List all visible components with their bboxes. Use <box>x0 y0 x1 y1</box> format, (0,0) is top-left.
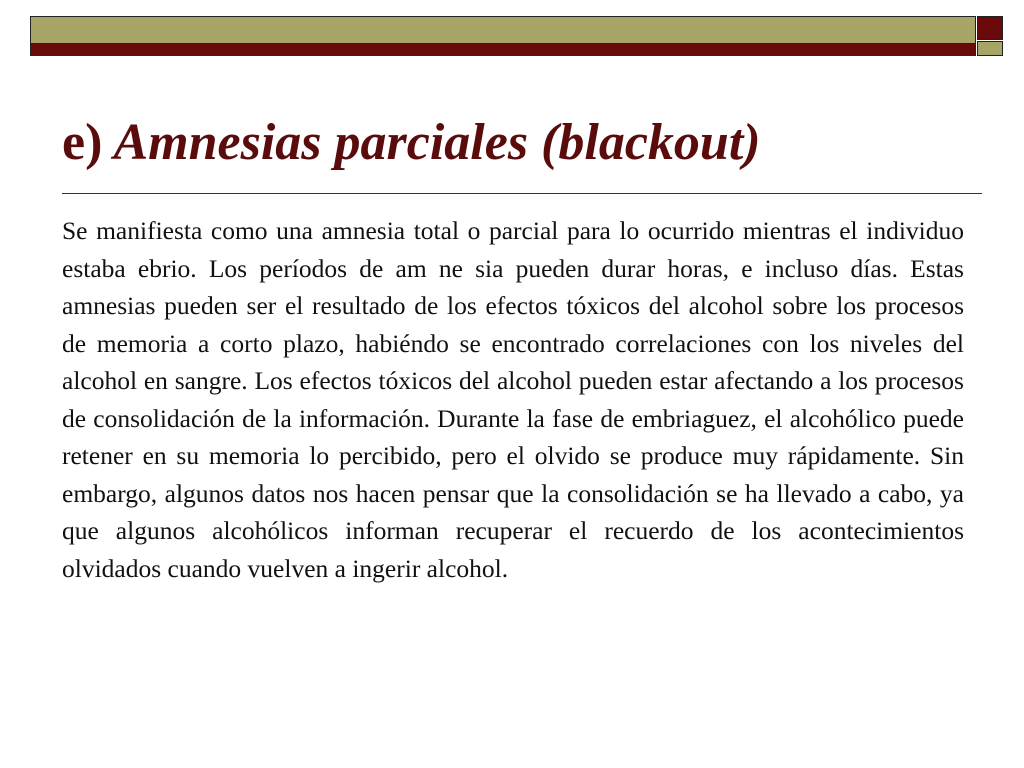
header-corner-squares <box>977 16 1004 56</box>
corner-square-maroon <box>977 16 1003 40</box>
slide-title-prefix: e) <box>62 114 103 171</box>
header-maroon-band <box>31 44 975 56</box>
header-olive-band <box>31 17 975 44</box>
slide-title <box>62 114 761 171</box>
slide-title-main: Amnesias parciales (blackout) <box>102 114 761 171</box>
corner-square-olive <box>977 41 1003 56</box>
header-decoration-bar <box>30 16 976 56</box>
slide-body-text: Se manifiesta como una amnesia total o parcial para lo ocurrido mientras el individuo estaba ebrio. Los períodos de am ne sia pueden durar horas, e incluso días. Estas amnesias pueden ser el resultado de los efectos tóxicos del alcohol sobre los procesos de memoria a corto plazo, habiéndo se encontrado correlaciones con los niveles del alcohol en sangre. Los efectos tóxicos del alcohol pueden estar afectando a los procesos de consolidación de la información. Durante la fase de embriaguez, el alcohólico puede retener en su memoria lo percibido, pero el olvido se produce muy rápidamente. Sin embargo, algunos datos nos hacen pensar que la consolidación se ha llevado a cabo, ya que algunos alcohólicos informan recuperar el recuerdo de los acontecimientos olvidados cuando vuelven a ingerir alcohol. <box>62 216 964 583</box>
title-divider <box>62 193 982 194</box>
